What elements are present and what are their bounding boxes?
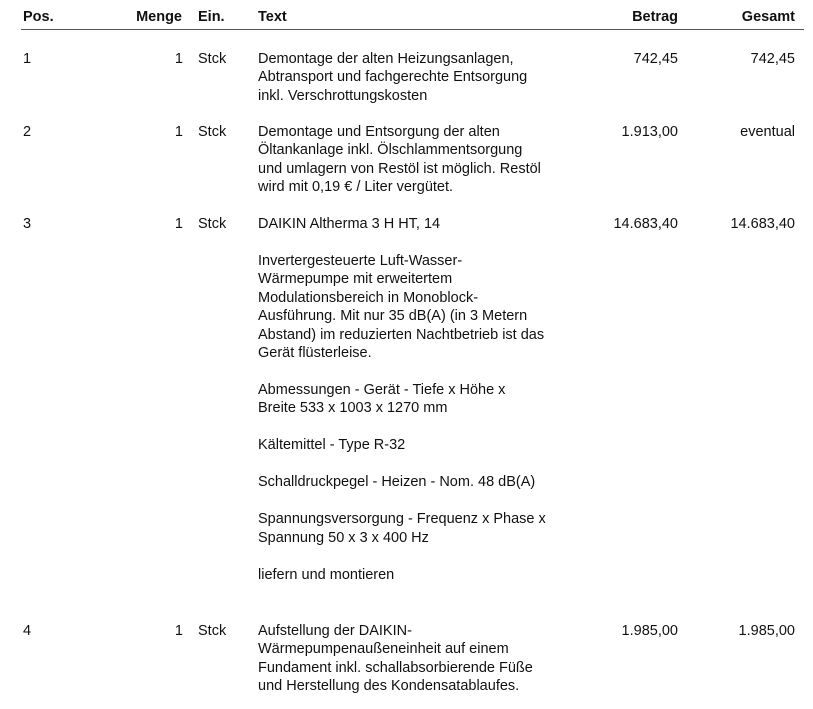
row-description xyxy=(258,215,598,584)
row-gesamt: 1.985,00 xyxy=(738,623,795,639)
row-description xyxy=(258,622,598,696)
header-gesamt: Gesamt xyxy=(741,9,795,25)
description-paragraph: DAIKIN Altherma 3 H HT, 14 xyxy=(258,216,441,232)
header-ein: Ein. xyxy=(198,9,225,25)
row-betrag: 14.683,40 xyxy=(613,216,678,232)
description-paragraph: Invertergesteuerte Luft-Wasser- Wärmepumpe mit erweitertem Modulationsbereich in Monoblock- Ausführung. Mit nur 35 dB(A) (in 3 Metern Abstand) im reduzierten Nachtbetrieb ist das Gerät flüsterleise. xyxy=(258,253,545,362)
header-divider xyxy=(21,29,804,30)
row-pos: 2 xyxy=(23,124,32,140)
row-menge: 1 xyxy=(174,124,183,140)
description-paragraph: Schalldruckpegel - Heizen - Nom. 48 dB(A) xyxy=(258,474,536,491)
row-menge: 1 xyxy=(174,51,183,67)
header-pos: Pos. xyxy=(23,9,54,25)
description-paragraph: Demontage und Entsorgung der alten Öltankanlage inkl. Ölschlammentsorgung und umlagern von Restöl ist möglich. Restöl wird mit 0,19 € / Liter vergütet. xyxy=(258,124,541,196)
row-betrag: 742,45 xyxy=(633,51,678,67)
row-menge: 1 xyxy=(174,623,183,639)
description-paragraph: Abmessungen - Gerät - Tiefe x Höhe x Breite 533 x 1003 x 1270 mm xyxy=(258,382,506,417)
row-pos: 4 xyxy=(23,623,32,639)
description-paragraph: liefern und montieren xyxy=(258,566,395,583)
row-description xyxy=(258,50,598,105)
row-gesamt: eventual xyxy=(740,124,795,140)
row-pos: 3 xyxy=(23,216,32,232)
row-unit: Stck xyxy=(198,124,227,140)
description-paragraph: Demontage der alten Heizungsanlagen, Abtransport und fachgerechte Entsorgung inkl. Verschrottungskosten xyxy=(258,51,528,104)
description-paragraph: Kältemittel - Type R-32 xyxy=(258,437,406,454)
description-paragraph: Aufstellung der DAIKIN- Wärmepumpenaußeneinheit auf einem Fundament inkl. schallabsorbierende Füße und Herstellung des Kondensatablaufes. xyxy=(258,623,533,695)
row-betrag: 1.985,00 xyxy=(621,623,678,639)
row-menge: 1 xyxy=(174,216,183,232)
description-paragraph: Spannungsversorgung - Frequenz x Phase x Spannung 50 x 3 x 400 Hz xyxy=(258,511,546,546)
row-unit: Stck xyxy=(198,51,227,67)
header-text: Text xyxy=(258,9,287,25)
row-gesamt: 14.683,40 xyxy=(730,216,795,232)
row-unit: Stck xyxy=(198,216,227,232)
row-gesamt: 742,45 xyxy=(750,51,795,67)
header-betrag: Betrag xyxy=(632,9,678,25)
header-menge: Menge xyxy=(136,9,182,25)
row-unit: Stck xyxy=(198,623,227,639)
row-betrag: 1.913,00 xyxy=(621,124,678,140)
row-description xyxy=(258,123,598,197)
row-pos: 1 xyxy=(23,51,32,67)
